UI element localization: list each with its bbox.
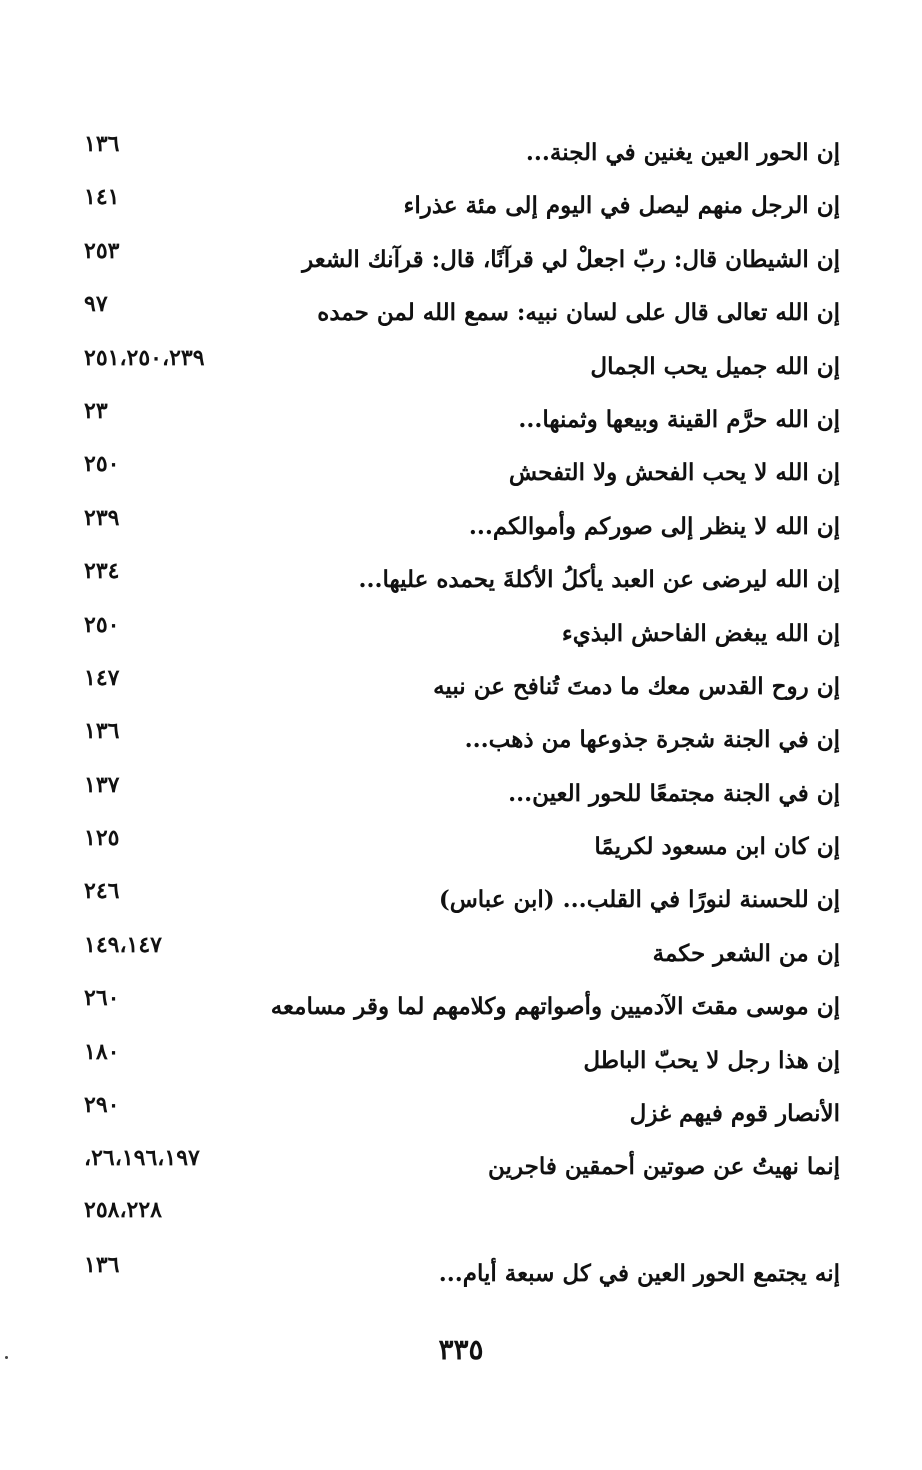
- entry-text: إن روح القدس معك ما دمتَ تُنافح عن نبيه: [433, 672, 840, 700]
- entry-text: إن الحور العين يغنين في الجنة...: [525, 139, 840, 166]
- entry-pages: ١٤٧: [84, 664, 120, 691]
- index-entry: [80, 235, 840, 288]
- entry-text: إن كان ابن مسعود لكريمًا: [594, 833, 840, 861]
- entry-pages-continued: ٢٥٨،٢٢٨: [84, 1196, 162, 1223]
- entry-text: إن الله حرَّم القينة وبيعها وثمنها...: [518, 405, 840, 433]
- entry-text: إن موسى مقتَ الآدميين وأصواتهم وكلامهم لما وقر مسامعه: [270, 993, 840, 1021]
- index-entry: [80, 448, 840, 501]
- entry-text: إن هذا رجل لا يحبّ الباطل: [583, 1046, 840, 1074]
- index-entry: [80, 1036, 840, 1089]
- entry-pages: ٢٥١،٢٥٠،٢٣٩: [84, 344, 205, 371]
- index-entry: [80, 555, 840, 608]
- entry-text: إن للحسنة لنورًا في القلب... (ابن عباس): [438, 886, 840, 914]
- index-entry: [80, 395, 840, 448]
- entry-text: إن من الشعر حكمة: [652, 939, 840, 967]
- index-entry: [80, 342, 840, 395]
- entry-pages: ١٣٦: [84, 718, 120, 745]
- index-entry: [80, 715, 840, 768]
- hadith-index-list: [80, 128, 840, 1303]
- entry-pages: ١٣٦: [84, 1252, 120, 1279]
- entry-pages: ٢٣: [84, 397, 108, 424]
- index-entry: [80, 822, 840, 875]
- index-entry: [80, 982, 840, 1035]
- index-entry: [80, 181, 840, 234]
- entry-text: إنه يجتمع الحور العين في كل سبعة أيام...: [438, 1260, 840, 1288]
- index-entry: [80, 1142, 840, 1195]
- entry-pages: ٢٦٠: [84, 985, 120, 1012]
- entry-text: الأنصار قوم فيهم غزل: [629, 1100, 840, 1128]
- entry-pages: ٩٧: [84, 291, 108, 318]
- entry-text: إن الله يبغض الفاحش البذيء: [561, 619, 840, 647]
- index-entry: [80, 875, 840, 928]
- entry-pages: ٢٥٠: [84, 451, 120, 478]
- index-entry: [80, 929, 840, 982]
- page-number: ٣٣٥: [438, 1333, 484, 1366]
- index-entry: [80, 1089, 840, 1142]
- entry-pages: ٢٣٩: [84, 504, 120, 531]
- scan-speck: [5, 1356, 8, 1359]
- entry-text: إنما نهيتُ عن صوتين أحمقين فاجرين: [488, 1153, 840, 1181]
- entry-pages: ١٤٩،١٤٧: [84, 931, 162, 958]
- entry-pages: ٢٣٤: [84, 558, 120, 585]
- entry-pages: ٢٤٦: [84, 878, 120, 905]
- entry-text: إن الله جميل يحب الجمال: [590, 352, 840, 380]
- entry-pages: ٢٦،١٩٦،١٩٧،: [84, 1145, 200, 1172]
- entry-pages: ٢٥٣: [84, 237, 120, 264]
- entry-pages: ١٢٥: [84, 825, 120, 852]
- entry-pages: ٢٥٠: [84, 611, 120, 638]
- index-entry: [80, 662, 840, 715]
- entry-text: إن الشيطان قال: ربّ اجعلْ لي قرآنًا، قال: قرآنك الشعر: [302, 245, 840, 273]
- index-entry: [80, 1249, 840, 1302]
- entry-text: إن الله لا يحب الفحش ولا التفحش: [508, 459, 840, 487]
- entry-pages: ١٣٦: [84, 131, 120, 157]
- entry-pages: ٢٩٠: [84, 1092, 120, 1119]
- entry-text: إن في الجنة مجتمعًا للحور العين...: [508, 779, 840, 807]
- entry-pages: ١٣٧: [84, 771, 120, 798]
- entry-pages: ١٨٠: [84, 1038, 120, 1065]
- index-entry-continuation: [80, 1196, 840, 1249]
- index-entry: [80, 288, 840, 341]
- entry-text: إن الله ليرضى عن العبد يأكلُ الأكلةَ يحمده عليها...: [358, 566, 840, 594]
- entry-text: إن الله لا ينظر إلى صوركم وأموالكم...: [468, 512, 840, 540]
- entry-pages: ١٤١: [84, 184, 120, 211]
- index-entry: [80, 502, 840, 555]
- index-entry: [80, 609, 840, 662]
- entry-text: إن في الجنة شجرة جذوعها من ذهب...: [464, 726, 840, 754]
- entry-text: إن الله تعالى قال على لسان نبيه: سمع الله لمن حمده: [317, 299, 840, 327]
- entry-text: إن الرجل منهم ليصل في اليوم إلى مئة عذراء: [403, 192, 840, 220]
- index-entry: [80, 128, 840, 181]
- index-entry: [80, 769, 840, 822]
